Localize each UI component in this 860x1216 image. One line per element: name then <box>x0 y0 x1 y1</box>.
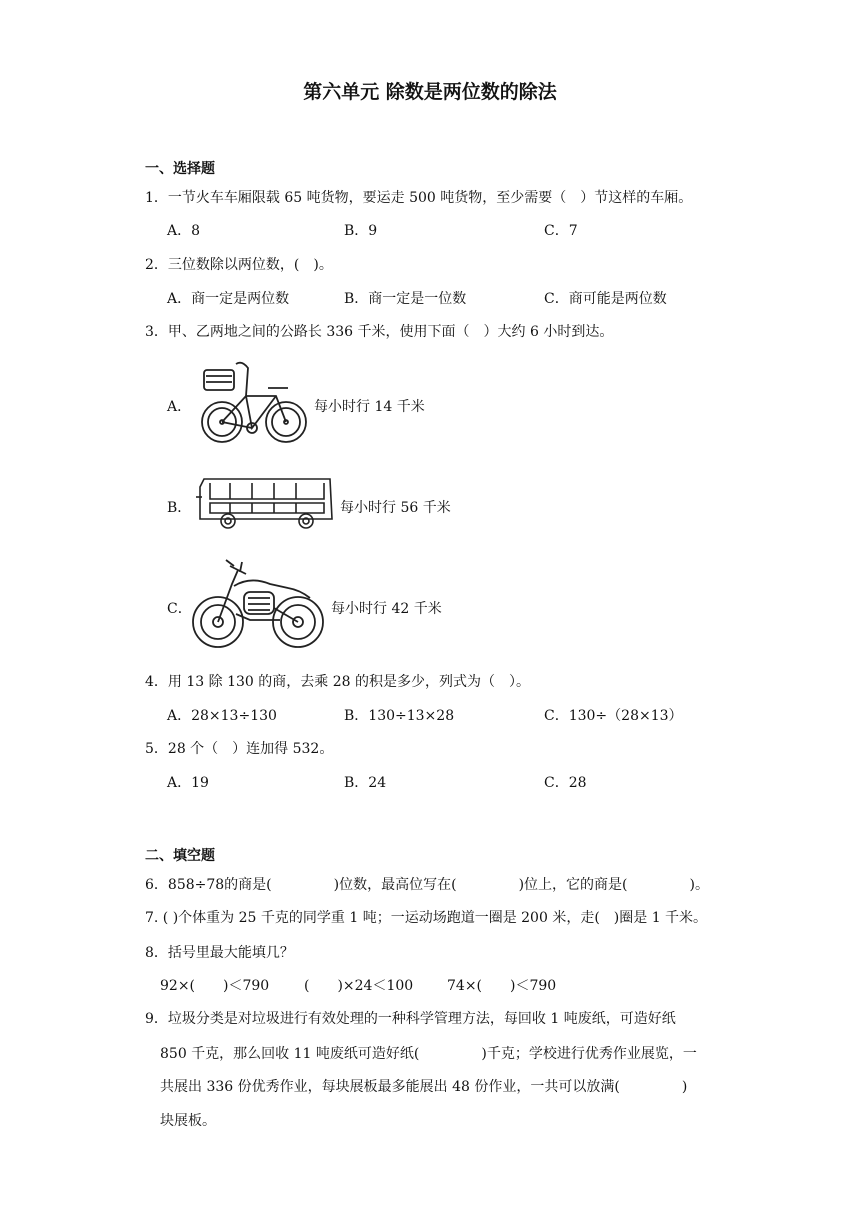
bus-icon <box>196 475 336 531</box>
q3-option-b[interactable]: B． <box>167 500 192 516</box>
question-4: 4．用 13 除 130 的商，去乘 28 的积是多少，列式为（ ）。 <box>145 674 530 690</box>
q3-option-b-speed: 每小时行 56 千米 <box>340 500 451 516</box>
section-heading-choice: 一、选择题 <box>145 161 215 177</box>
q8-expression-3[interactable]: 74×( )＜790 <box>447 978 557 994</box>
question-9-line-3 <box>160 1076 687 1096</box>
q4-option-a[interactable]: A．28×13÷130 <box>167 708 277 724</box>
q3-option-c[interactable]: C． <box>167 601 192 617</box>
question-9-line-4: 块展板。 <box>160 1113 216 1129</box>
q5-option-c[interactable]: C．28 <box>544 775 587 791</box>
q2-option-b[interactable]: B．商一定是一位数 <box>344 291 467 307</box>
q8-expression-2[interactable]: ( )×24＜100 <box>304 978 414 994</box>
question-5: 5．28 个（ ）连加得 532。 <box>145 741 334 757</box>
q8-expression-1[interactable]: 92×( )＜790 <box>160 978 270 994</box>
q2-option-c[interactable]: C．商可能是两位数 <box>544 291 667 307</box>
q6-part-3: )位上，它的商是( <box>518 877 628 893</box>
q6-part-4: )。 <box>689 877 709 893</box>
q3-option-a[interactable]: A． <box>167 399 192 415</box>
section-heading-fill: 二、填空题 <box>145 848 215 864</box>
q1-option-b[interactable]: B．9 <box>344 223 378 239</box>
q3-option-a-speed: 每小时行 14 千米 <box>314 399 425 415</box>
q1-option-a[interactable]: A．8 <box>167 223 201 239</box>
question-9-line-1: 9．垃圾分类是对垃圾进行有效处理的一种科学管理方法，每回收 1 吨废纸，可造好纸 <box>145 1011 676 1027</box>
q5-option-a[interactable]: A．19 <box>167 775 209 791</box>
question-9-line-2 <box>160 1043 697 1063</box>
question-6 <box>145 874 709 894</box>
bicycle-icon <box>196 358 310 444</box>
question-2: 2．三位数除以两位数，( )。 <box>145 257 333 273</box>
page-title: 第六单元 除数是两位数的除法 <box>303 81 557 103</box>
question-8: 8．括号里最大能填几？ <box>145 945 294 961</box>
q1-option-c[interactable]: C．7 <box>544 223 578 239</box>
q4-option-b[interactable]: B．130÷13×28 <box>344 708 455 724</box>
motorcycle-icon <box>190 556 328 652</box>
q9-part-1: 850 千克，那么回收 11 吨废纸可造好纸( <box>160 1046 420 1062</box>
q9-part-4: ) <box>681 1079 688 1095</box>
question-7: 7. ( )个体重为 25 千克的同学重 1 吨；一运动场跑道一圈是 200 米，走( )圈是 1 千米。 <box>145 910 708 926</box>
q2-option-a[interactable]: A．商一定是两位数 <box>167 291 290 307</box>
q3-option-c-speed: 每小时行 42 千米 <box>331 601 442 617</box>
q5-option-b[interactable]: B．24 <box>344 775 387 791</box>
q9-part-3: 共展出 336 份优秀作业，每块展板最多能展出 48 份作业，一共可以放满( <box>160 1079 620 1095</box>
q6-part-2: )位数，最高位写在( <box>333 877 457 893</box>
q4-option-c[interactable]: C．130÷（28×13） <box>544 708 683 724</box>
q6-part-1: 6．858÷78的商是( <box>145 877 272 893</box>
question-1: 1．一节火车车厢限载 65 吨货物，要运走 500 吨货物，至少需要（ ）节这样的车厢。 <box>145 190 693 206</box>
q9-part-2: )千克；学校进行优秀作业展览，一 <box>481 1046 697 1062</box>
question-3: 3．甲、乙两地之间的公路长 336 千米，使用下面（ ）大约 6 小时到达。 <box>145 324 614 340</box>
